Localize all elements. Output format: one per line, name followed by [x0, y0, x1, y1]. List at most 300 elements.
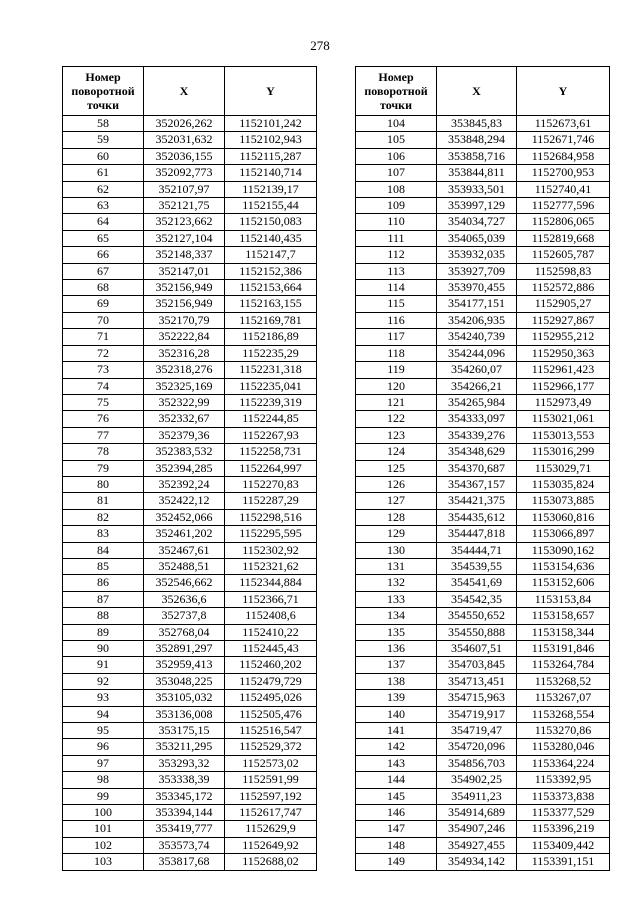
cell-point-number: 75 [63, 394, 144, 410]
table-row [63, 542, 317, 558]
cell-x: 354934,142 [437, 854, 517, 870]
cell-point-number: 71 [63, 329, 144, 345]
cell-point-number: 74 [63, 378, 144, 394]
cell-y: 1152147,7 [225, 247, 317, 263]
cell-point-number: 91 [63, 657, 144, 673]
cell-x: 352123,662 [144, 214, 225, 230]
table-row [356, 837, 610, 853]
cell-point-number: 84 [63, 542, 144, 558]
cell-y: 1152235,041 [225, 378, 317, 394]
cell-y: 1153268,554 [517, 706, 610, 722]
cell-point-number: 63 [63, 198, 144, 214]
cell-x: 352488,51 [144, 558, 225, 574]
cell-point-number: 119 [356, 362, 437, 378]
table-row [63, 723, 317, 739]
table-row [63, 312, 317, 328]
cell-y: 1152115,287 [225, 148, 317, 164]
cell-y: 1153029,71 [517, 460, 610, 476]
cell-x: 353848,294 [437, 132, 517, 148]
table-row [63, 198, 317, 214]
cell-y: 1153280,046 [517, 739, 610, 755]
cell-point-number: 128 [356, 509, 437, 525]
cell-y: 1153270,86 [517, 723, 610, 739]
cell-point-number: 70 [63, 312, 144, 328]
table-row [63, 444, 317, 460]
table-row [356, 116, 610, 132]
table-row [63, 362, 317, 378]
cell-y: 1152267,93 [225, 427, 317, 443]
cell-x: 353136,008 [144, 706, 225, 722]
cell-x: 353211,295 [144, 739, 225, 755]
table-row [63, 247, 317, 263]
cell-y: 1153396,219 [517, 821, 610, 837]
cell-point-number: 139 [356, 690, 437, 706]
cell-y: 1152244,85 [225, 411, 317, 427]
table-row [63, 345, 317, 361]
cell-x: 354065,039 [437, 230, 517, 246]
cell-x: 352452,066 [144, 509, 225, 525]
cell-point-number: 144 [356, 772, 437, 788]
cell-y: 1152927,867 [517, 312, 610, 328]
cell-x: 353844,811 [437, 165, 517, 181]
cell-x: 353293,32 [144, 755, 225, 771]
cell-x: 352127,104 [144, 230, 225, 246]
cell-point-number: 110 [356, 214, 437, 230]
cell-x: 352325,169 [144, 378, 225, 394]
cell-y: 1152819,668 [517, 230, 610, 246]
table-row [63, 657, 317, 673]
cell-y: 1152950,363 [517, 345, 610, 361]
cell-y: 1153264,784 [517, 657, 610, 673]
cell-x: 354719,917 [437, 706, 517, 722]
cell-y: 1152169,781 [225, 312, 317, 328]
cell-y: 1152102,943 [225, 132, 317, 148]
table-row [356, 345, 610, 361]
cell-x: 353394,144 [144, 805, 225, 821]
table-row [356, 230, 610, 246]
cell-x: 354206,935 [437, 312, 517, 328]
table-row [63, 755, 317, 771]
table-row [356, 444, 610, 460]
cell-x: 353345,172 [144, 788, 225, 804]
cell-x: 354715,963 [437, 690, 517, 706]
table-row [63, 132, 317, 148]
cell-point-number: 62 [63, 181, 144, 197]
table-row [356, 476, 610, 492]
cell-point-number: 58 [63, 116, 144, 132]
cell-point-number: 60 [63, 148, 144, 164]
cell-point-number: 67 [63, 263, 144, 279]
table-row [63, 329, 317, 345]
cell-y: 1152973,49 [517, 394, 610, 410]
table-row [63, 690, 317, 706]
table-row [356, 493, 610, 509]
table-row [63, 493, 317, 509]
cell-x: 354421,375 [437, 493, 517, 509]
cell-x: 352737,8 [144, 608, 225, 624]
cell-x: 352031,632 [144, 132, 225, 148]
cell-point-number: 101 [63, 821, 144, 837]
table-row [63, 837, 317, 853]
cell-y: 1152235,29 [225, 345, 317, 361]
cell-y: 1152445,43 [225, 641, 317, 657]
cell-x: 354541,69 [437, 575, 517, 591]
cell-y: 1153060,816 [517, 509, 610, 525]
cell-point-number: 68 [63, 280, 144, 296]
table-row [356, 558, 610, 574]
cell-point-number: 89 [63, 624, 144, 640]
cell-point-number: 108 [356, 181, 437, 197]
cell-point-number: 116 [356, 312, 437, 328]
cell-y: 1152684,958 [517, 148, 610, 164]
cell-point-number: 107 [356, 165, 437, 181]
cell-point-number: 117 [356, 329, 437, 345]
cell-y: 1152460,202 [225, 657, 317, 673]
cell-point-number: 132 [356, 575, 437, 591]
cell-y: 1152140,435 [225, 230, 317, 246]
cell-point-number: 88 [63, 608, 144, 624]
cell-x: 352121,75 [144, 198, 225, 214]
header-y: Y [517, 67, 610, 116]
cell-x: 352318,276 [144, 362, 225, 378]
table-row [356, 706, 610, 722]
cell-x: 352636,6 [144, 591, 225, 607]
cell-y: 1152153,664 [225, 280, 317, 296]
cell-x: 354034,727 [437, 214, 517, 230]
coordinates-table-right [355, 66, 610, 871]
cell-x: 352036,155 [144, 148, 225, 164]
table-row [63, 591, 317, 607]
cell-y: 1153021,061 [517, 411, 610, 427]
cell-y: 1152366,71 [225, 591, 317, 607]
table-row [356, 132, 610, 148]
cell-x: 353573,74 [144, 837, 225, 853]
cell-x: 354348,629 [437, 444, 517, 460]
cell-point-number: 97 [63, 755, 144, 771]
cell-point-number: 123 [356, 427, 437, 443]
cell-point-number: 83 [63, 526, 144, 542]
cell-point-number: 59 [63, 132, 144, 148]
table-row [356, 198, 610, 214]
cell-y: 1152344,884 [225, 575, 317, 591]
cell-x: 353927,709 [437, 263, 517, 279]
cell-y: 1152905,27 [517, 296, 610, 312]
cell-point-number: 104 [356, 116, 437, 132]
cell-x: 353338,39 [144, 772, 225, 788]
cell-x: 353175,15 [144, 723, 225, 739]
cell-point-number: 99 [63, 788, 144, 804]
cell-point-number: 72 [63, 345, 144, 361]
cell-x: 352148,337 [144, 247, 225, 263]
cell-y: 1152529,372 [225, 739, 317, 755]
cell-y: 1152298,516 [225, 509, 317, 525]
table-row [63, 181, 317, 197]
cell-point-number: 87 [63, 591, 144, 607]
table-row [63, 394, 317, 410]
cell-point-number: 90 [63, 641, 144, 657]
cell-y: 1153090,162 [517, 542, 610, 558]
cell-x: 352147,01 [144, 263, 225, 279]
table-row [356, 329, 610, 345]
cell-y: 1152186,89 [225, 329, 317, 345]
table-row [356, 673, 610, 689]
cell-y: 1152258,731 [225, 444, 317, 460]
header-x: X [144, 67, 225, 116]
cell-y: 1153377,529 [517, 805, 610, 821]
cell-y: 1152591,99 [225, 772, 317, 788]
cell-x: 352026,262 [144, 116, 225, 132]
cell-point-number: 118 [356, 345, 437, 361]
table-row [356, 280, 610, 296]
table-row [356, 608, 610, 624]
cell-x: 352156,949 [144, 296, 225, 312]
cell-x: 354550,888 [437, 624, 517, 640]
cell-x: 352332,67 [144, 411, 225, 427]
cell-x: 354447,818 [437, 526, 517, 542]
cell-x: 352394,285 [144, 460, 225, 476]
table-row [356, 526, 610, 542]
cell-y: 1152955,212 [517, 329, 610, 345]
cell-point-number: 146 [356, 805, 437, 821]
cell-point-number: 103 [63, 854, 144, 870]
table-row [356, 165, 610, 181]
cell-y: 1152287,29 [225, 493, 317, 509]
cell-point-number: 141 [356, 723, 437, 739]
cell-x: 354260,07 [437, 362, 517, 378]
cell-x: 354444,71 [437, 542, 517, 558]
cell-point-number: 76 [63, 411, 144, 427]
cell-y: 1152572,886 [517, 280, 610, 296]
cell-x: 354367,157 [437, 476, 517, 492]
table-row [356, 723, 610, 739]
cell-point-number: 95 [63, 723, 144, 739]
table-row [63, 739, 317, 755]
cell-y: 1152264,997 [225, 460, 317, 476]
cell-x: 352379,36 [144, 427, 225, 443]
cell-x: 352392,24 [144, 476, 225, 492]
cell-y: 1152302,92 [225, 542, 317, 558]
table-row [63, 526, 317, 542]
table-row [63, 641, 317, 657]
cell-point-number: 112 [356, 247, 437, 263]
cell-x: 353817,68 [144, 854, 225, 870]
cell-x: 354911,23 [437, 788, 517, 804]
cell-point-number: 111 [356, 230, 437, 246]
cell-point-number: 78 [63, 444, 144, 460]
cell-point-number: 109 [356, 198, 437, 214]
cell-y: 1152150,083 [225, 214, 317, 230]
table-row [63, 509, 317, 525]
cell-point-number: 126 [356, 476, 437, 492]
table-row [63, 476, 317, 492]
page-number: 278 [310, 38, 330, 53]
table-row [356, 641, 610, 657]
cell-x: 354435,612 [437, 509, 517, 525]
cell-point-number: 98 [63, 772, 144, 788]
table-body-left [63, 116, 317, 871]
cell-x: 354927,455 [437, 837, 517, 853]
cell-y: 1152806,065 [517, 214, 610, 230]
table-row [63, 148, 317, 164]
table-row [63, 116, 317, 132]
table-row [63, 427, 317, 443]
cell-point-number: 143 [356, 755, 437, 771]
cell-x: 354339,276 [437, 427, 517, 443]
cell-y: 1152479,729 [225, 673, 317, 689]
cell-y: 1152598,83 [517, 263, 610, 279]
cell-y: 1152740,41 [517, 181, 610, 197]
table-row [356, 591, 610, 607]
table-row [63, 230, 317, 246]
cell-x: 352422,12 [144, 493, 225, 509]
cell-x: 354720,096 [437, 739, 517, 755]
table-row [63, 575, 317, 591]
table-row [356, 247, 610, 263]
cell-x: 354719,47 [437, 723, 517, 739]
cell-y: 1152408,6 [225, 608, 317, 624]
cell-y: 1152649,92 [225, 837, 317, 853]
cell-point-number: 73 [63, 362, 144, 378]
cell-y: 1153158,657 [517, 608, 610, 624]
cell-y: 1152155,44 [225, 198, 317, 214]
cell-x: 352222,84 [144, 329, 225, 345]
cell-y: 1152139,17 [225, 181, 317, 197]
cell-y: 1153373,838 [517, 788, 610, 804]
cell-y: 1153013,553 [517, 427, 610, 443]
cell-x: 352092,773 [144, 165, 225, 181]
cell-y: 1152700,953 [517, 165, 610, 181]
table-row [356, 772, 610, 788]
table-row [63, 460, 317, 476]
table-row [63, 772, 317, 788]
cell-y: 1152777,596 [517, 198, 610, 214]
cell-x: 354177,151 [437, 296, 517, 312]
cell-y: 1153409,442 [517, 837, 610, 853]
header-point-number: Номер поворотной точки [356, 67, 437, 116]
cell-x: 353845,83 [437, 116, 517, 132]
cell-x: 354856,703 [437, 755, 517, 771]
table-row [356, 411, 610, 427]
table-row [63, 821, 317, 837]
cell-point-number: 66 [63, 247, 144, 263]
cell-point-number: 147 [356, 821, 437, 837]
cell-x: 352959,413 [144, 657, 225, 673]
cell-x: 352322,99 [144, 394, 225, 410]
cell-y: 1153392,95 [517, 772, 610, 788]
table-row [356, 739, 610, 755]
cell-y: 1152410,22 [225, 624, 317, 640]
table-row [356, 624, 610, 640]
cell-point-number: 125 [356, 460, 437, 476]
cell-x: 353048,225 [144, 673, 225, 689]
cell-y: 1153153,84 [517, 591, 610, 607]
cell-x: 352546,662 [144, 575, 225, 591]
cell-point-number: 137 [356, 657, 437, 673]
cell-x: 352383,532 [144, 444, 225, 460]
cell-y: 1152671,746 [517, 132, 610, 148]
cell-x: 352467,61 [144, 542, 225, 558]
cell-y: 1153267,07 [517, 690, 610, 706]
cell-point-number: 86 [63, 575, 144, 591]
cell-point-number: 102 [63, 837, 144, 853]
table-row [356, 657, 610, 673]
cell-point-number: 124 [356, 444, 437, 460]
table-row [356, 788, 610, 804]
table-row [63, 706, 317, 722]
cell-point-number: 64 [63, 214, 144, 230]
table-row [356, 805, 610, 821]
cell-point-number: 96 [63, 739, 144, 755]
cell-y: 1152101,242 [225, 116, 317, 132]
table-row [356, 755, 610, 771]
cell-point-number: 120 [356, 378, 437, 394]
cell-point-number: 65 [63, 230, 144, 246]
table-row [63, 608, 317, 624]
cell-point-number: 122 [356, 411, 437, 427]
cell-point-number: 79 [63, 460, 144, 476]
cell-y: 1152966,177 [517, 378, 610, 394]
table-row [356, 821, 610, 837]
cell-point-number: 135 [356, 624, 437, 640]
cell-x: 352316,28 [144, 345, 225, 361]
table-row [356, 394, 610, 410]
cell-point-number: 94 [63, 706, 144, 722]
table-body-right [356, 116, 610, 871]
table-row [356, 362, 610, 378]
cell-y: 1152270,83 [225, 476, 317, 492]
table-row [356, 263, 610, 279]
cell-point-number: 93 [63, 690, 144, 706]
cell-point-number: 130 [356, 542, 437, 558]
cell-x: 353932,035 [437, 247, 517, 263]
table-row [356, 214, 610, 230]
cell-x: 353419,777 [144, 821, 225, 837]
cell-x: 354542,35 [437, 591, 517, 607]
table-row [356, 690, 610, 706]
cell-point-number: 105 [356, 132, 437, 148]
cell-x: 352768,04 [144, 624, 225, 640]
cell-y: 1152321,62 [225, 558, 317, 574]
cell-point-number: 136 [356, 641, 437, 657]
cell-y: 1153268,52 [517, 673, 610, 689]
cell-x: 354333,097 [437, 411, 517, 427]
table-row [63, 280, 317, 296]
table-row [63, 805, 317, 821]
cell-y: 1153073,885 [517, 493, 610, 509]
table-row [63, 296, 317, 312]
table-row [356, 854, 610, 870]
cell-x: 354240,739 [437, 329, 517, 345]
cell-y: 1153364,224 [517, 755, 610, 771]
table-row [63, 263, 317, 279]
cell-x: 353933,501 [437, 181, 517, 197]
cell-x: 354539,55 [437, 558, 517, 574]
table-row [356, 181, 610, 197]
cell-y: 1153016,299 [517, 444, 610, 460]
coordinates-table-left [62, 66, 317, 871]
cell-point-number: 140 [356, 706, 437, 722]
cell-point-number: 127 [356, 493, 437, 509]
cell-y: 1152152,386 [225, 263, 317, 279]
cell-y: 1152605,787 [517, 247, 610, 263]
cell-x: 354370,687 [437, 460, 517, 476]
cell-x: 354266,21 [437, 378, 517, 394]
table-row [356, 296, 610, 312]
cell-point-number: 113 [356, 263, 437, 279]
cell-point-number: 100 [63, 805, 144, 821]
table-row [356, 312, 610, 328]
table-row [356, 509, 610, 525]
